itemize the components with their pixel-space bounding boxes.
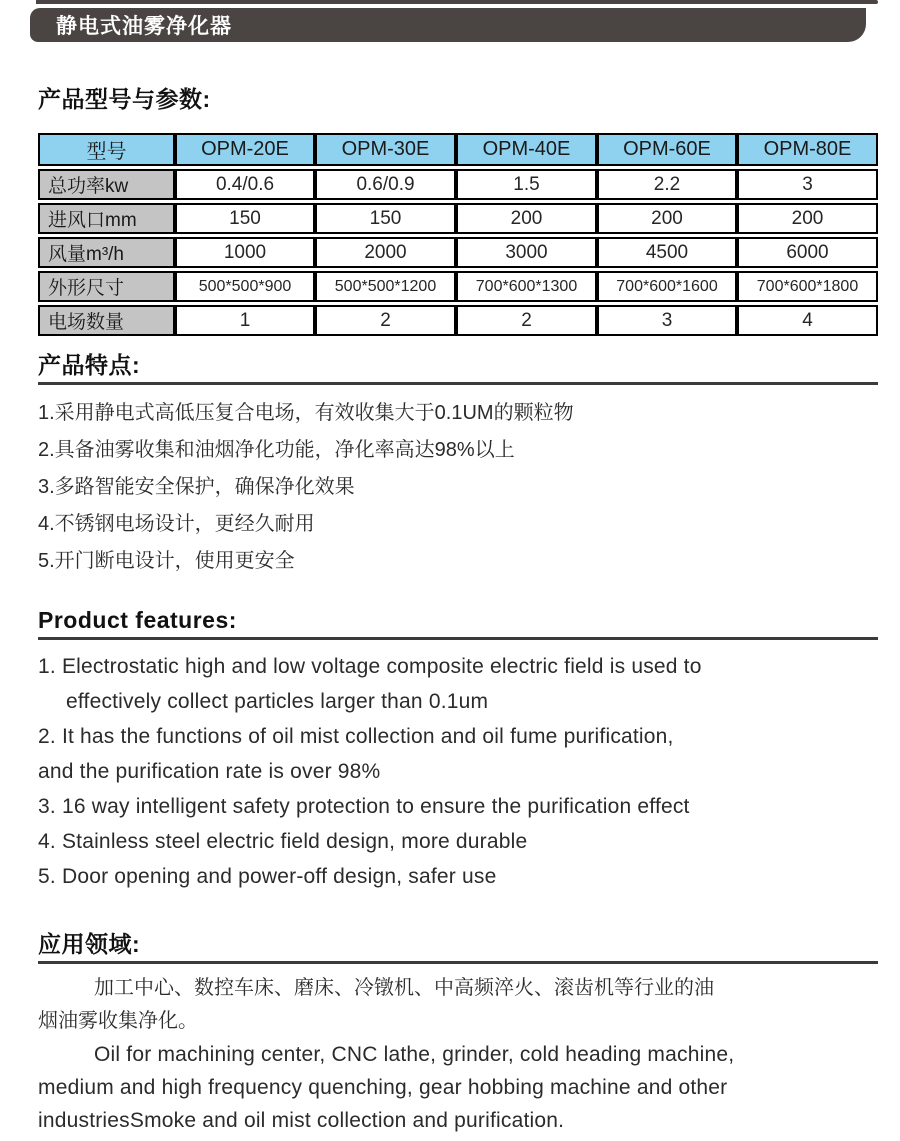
table-cell: 700*600*1300 [456,271,597,302]
feature-line: 5. Door opening and power-off design, safer use [38,865,497,888]
table-header-cell-model: 型号 [38,133,175,166]
table-cell: 500*500*1200 [315,271,456,302]
content-area [38,86,878,1137]
feature-line: 2. It has the functions of oil mist collection and oil fume purification, [38,725,674,748]
table-row-field-count [38,305,878,336]
row-label-cell: 进风口mm [38,203,175,234]
table-cell: 1 [175,305,315,336]
table-cell: 700*600*1800 [737,271,878,302]
table-header-row [38,133,878,166]
table-cell: 3 [737,169,878,200]
table-cell: 2 [456,305,597,336]
table-cell: 700*600*1600 [597,271,737,302]
feature-line: 3. 16 way intelligent safety protection to ensure the purification effect [38,795,690,818]
table-cell: 6000 [737,237,878,268]
table-header-cell: OPM-80E [737,133,878,166]
table-header-cell: OPM-20E [175,133,315,166]
features-en-section [38,607,878,894]
specs-section-heading: 产品型号与参数: [38,86,211,112]
applications-text [38,972,878,1137]
row-label-cell: 外形尺寸 [38,271,175,302]
heading-rule [38,382,878,385]
table-row-dimensions [38,271,878,302]
page-title: 静电式油雾净化器 [56,15,232,38]
title-bar [30,8,866,42]
table-cell: 4 [737,305,878,336]
table-cell: 0.6/0.9 [315,169,456,200]
feature-item: 1.采用静电式高低压复合电场，有效收集大于0.1UM的颗粒物 [38,402,574,424]
feature-item: 5.开门断电设计，使用更安全 [38,550,295,572]
applications-cn-line: 烟油雾收集净化。 [38,1010,198,1032]
table-cell: 2.2 [597,169,737,200]
table-header-cell: OPM-60E [597,133,737,166]
table-cell: 150 [175,203,315,234]
table-header-cell: OPM-30E [315,133,456,166]
features-en-list [38,649,878,894]
feature-item: 4.不锈钢电场设计，更经久耐用 [38,513,315,535]
table-cell: 2 [315,305,456,336]
heading-rule [38,961,878,964]
table-cell: 500*500*900 [175,271,315,302]
table-cell: 150 [315,203,456,234]
feature-line: 1. Electrostatic high and low voltage composite electric field is used to [38,655,702,678]
features-cn-list [38,395,878,580]
table-cell: 1000 [175,237,315,268]
table-cell: 3 [597,305,737,336]
table-cell: 200 [597,203,737,234]
applications-en-line: medium and high frequency quenching, gear hobbing machine and other [38,1076,728,1099]
table-cell: 200 [456,203,597,234]
feature-line: effectively collect particles larger than 0.1um [66,690,489,713]
applications-cn-line: 加工中心、数控车床、磨床、冷镦机、中高频淬火、滚齿机等行业的油 [94,977,714,999]
features-cn-heading: 产品特点: [38,352,141,378]
applications-en-line: Oil for machining center, CNC lathe, grinder, cold heading machine, [94,1043,735,1066]
top-decorative-strip [36,0,878,4]
feature-item: 2.具备油雾收集和油烟净化功能，净化率高达98%以上 [38,439,515,461]
features-cn-section [38,352,878,580]
row-label-cell: 总功率kw [38,169,175,200]
applications-heading: 应用领域: [38,931,141,957]
table-header-cell: OPM-40E [456,133,597,166]
table-cell: 2000 [315,237,456,268]
table-cell: 0.4/0.6 [175,169,315,200]
specs-table [38,130,878,339]
applications-en-line: industriesSmoke and oil mist collection and purification. [38,1109,565,1132]
row-label-cell: 电场数量 [38,305,175,336]
feature-line: 4. Stainless steel electric field design, more durable [38,830,528,853]
table-cell: 200 [737,203,878,234]
features-en-heading: Product features: [38,607,237,633]
table-cell: 3000 [456,237,597,268]
table-row-inlet [38,203,878,234]
table-row-power [38,169,878,200]
row-label-cell: 风量m³/h [38,237,175,268]
table-row-airflow [38,237,878,268]
feature-line: and the purification rate is over 98% [38,760,381,783]
table-cell: 4500 [597,237,737,268]
applications-section [38,931,878,1137]
feature-item: 3.多路智能安全保护，确保净化效果 [38,476,355,498]
table-cell: 1.5 [456,169,597,200]
heading-rule [38,637,878,640]
